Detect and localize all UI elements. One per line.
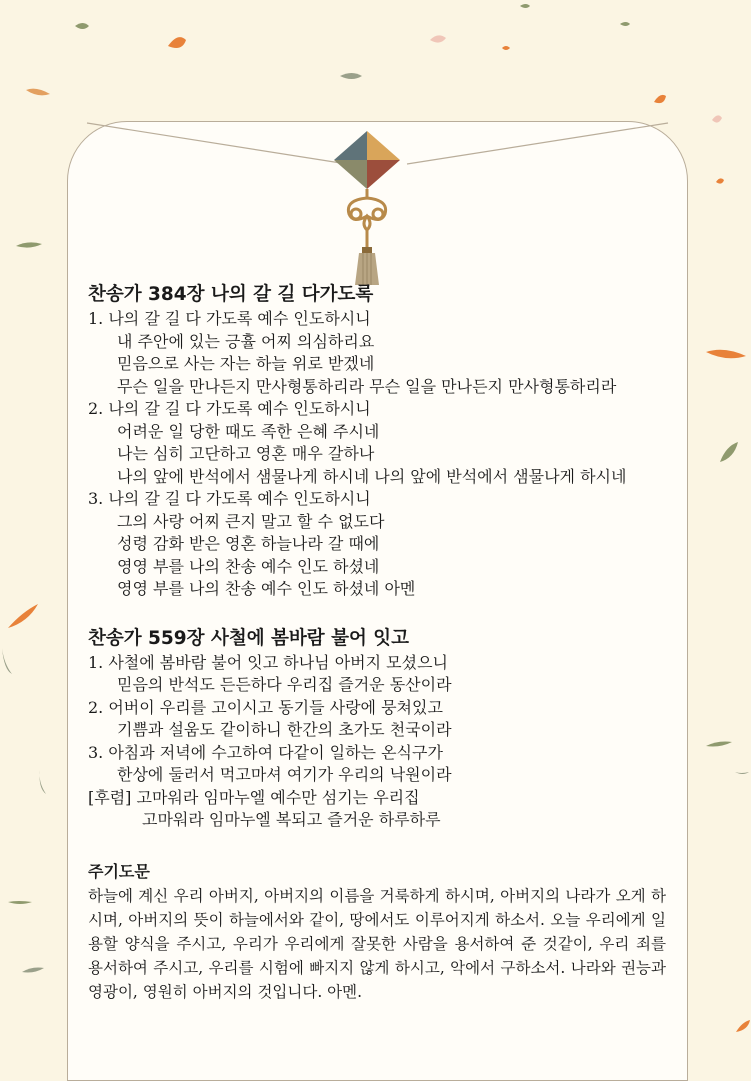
lyric-line: 1. 사철에 봄바람 불어 잇고 하나님 아버지 모셨으니: [88, 652, 448, 672]
lyric-line: 3. 아침과 저녁에 수고하여 다같이 일하는 온식구가: [88, 742, 443, 762]
lyric-line: 무슨 일을 만나든지 만사형통하리라 무슨 일을 만나든지 만사형통하리라: [117, 376, 617, 396]
refrain-line: [후렴] 고마워라 임마누엘 예수만 섬기는 우리집: [88, 787, 420, 807]
lyric-line: 나의 앞에 반석에서 샘물나게 하시네 나의 앞에 반석에서 샘물나게 하시네: [117, 466, 627, 486]
maedeup-knot-tassel-icon: [348, 189, 385, 250]
hymn-384-title: 찬송가 384장 나의 갈 길 다가도록: [88, 284, 374, 305]
lyric-line: 3. 나의 갈 길 다 가도록 예수 인도하시니: [88, 489, 371, 508]
lyric-line: 기쁨과 설움도 같이하니 한간의 초가도 천국이라: [117, 720, 452, 739]
lords-prayer-title: 주기도문: [88, 861, 150, 881]
lords-prayer-text: 하늘에 계신 우리 아버지, 아버지의 이름을 거룩하게 하시며, 아버지의 나라가 오게 하시며, 아버지의 뜻이 하늘에서와 같이, 땅에서도 이루어지게 하소서. 오늘 우리에게 일용할 양식을 주시고, 우리가 우리에게 잘못한 사람을 용서하여 준 것같이, 우리 죄를 용서하여 주시고, 우리를 시험에 빠지지 않게 하시고, 악에서 구하소서. 나라와 권능과 영광이, 영원히 아버지의 것입니다. 아멘.: [88, 886, 666, 1002]
hymn-559-title: 찬송가 559장 사철에 봄바람 불어 잇고: [88, 627, 410, 649]
refrain-line: 고마워라 임마누엘 복되고 즐거운 하루하루: [142, 810, 441, 829]
lyric-line: 나는 심히 고단하고 영혼 매우 갈하나: [117, 444, 375, 463]
lyric-line: 어려운 일 당한 때도 족한 은혜 주시네: [117, 421, 380, 441]
lyric-line: 믿음의 반석도 든든하다 우리집 즐거운 동산이라: [117, 675, 452, 694]
lyric-line: 한상에 둘러서 먹고마셔 여기가 우리의 낙원이라: [117, 765, 452, 784]
lyric-line: 믿음으로 사는 자는 하늘 위로 받겠네: [117, 354, 375, 373]
lyric-line: 1. 나의 갈 길 다 가도록 예수 인도하시니: [88, 309, 371, 328]
lyric-line: 영영 부를 나의 찬송 예수 인도 하셨네: [117, 556, 380, 576]
document-content: [88, 282, 673, 1005]
hymn-384-lyrics: [88, 308, 673, 601]
lyric-line: 영영 부를 나의 찬송 예수 인도 하셨네 아멘: [117, 579, 416, 598]
lyric-line: 그의 사랑 어찌 큰지 말고 할 수 없도다: [117, 511, 385, 531]
lyric-line: 2. 어버이 우리를 고이시고 동기들 사랑에 뭉쳐있고: [88, 697, 443, 717]
bangpae-kite-ornament-icon: [67, 118, 688, 288]
lyric-line: 내 주안에 있는 긍휼 어찌 의심하리요: [117, 331, 375, 351]
hymn-559-lyrics: [88, 652, 673, 832]
lyric-line: 2. 나의 갈 길 다 가도록 예수 인도하시니: [88, 399, 371, 418]
lyric-line: 성령 감화 받은 영혼 하늘나라 갈 때에: [117, 534, 380, 553]
